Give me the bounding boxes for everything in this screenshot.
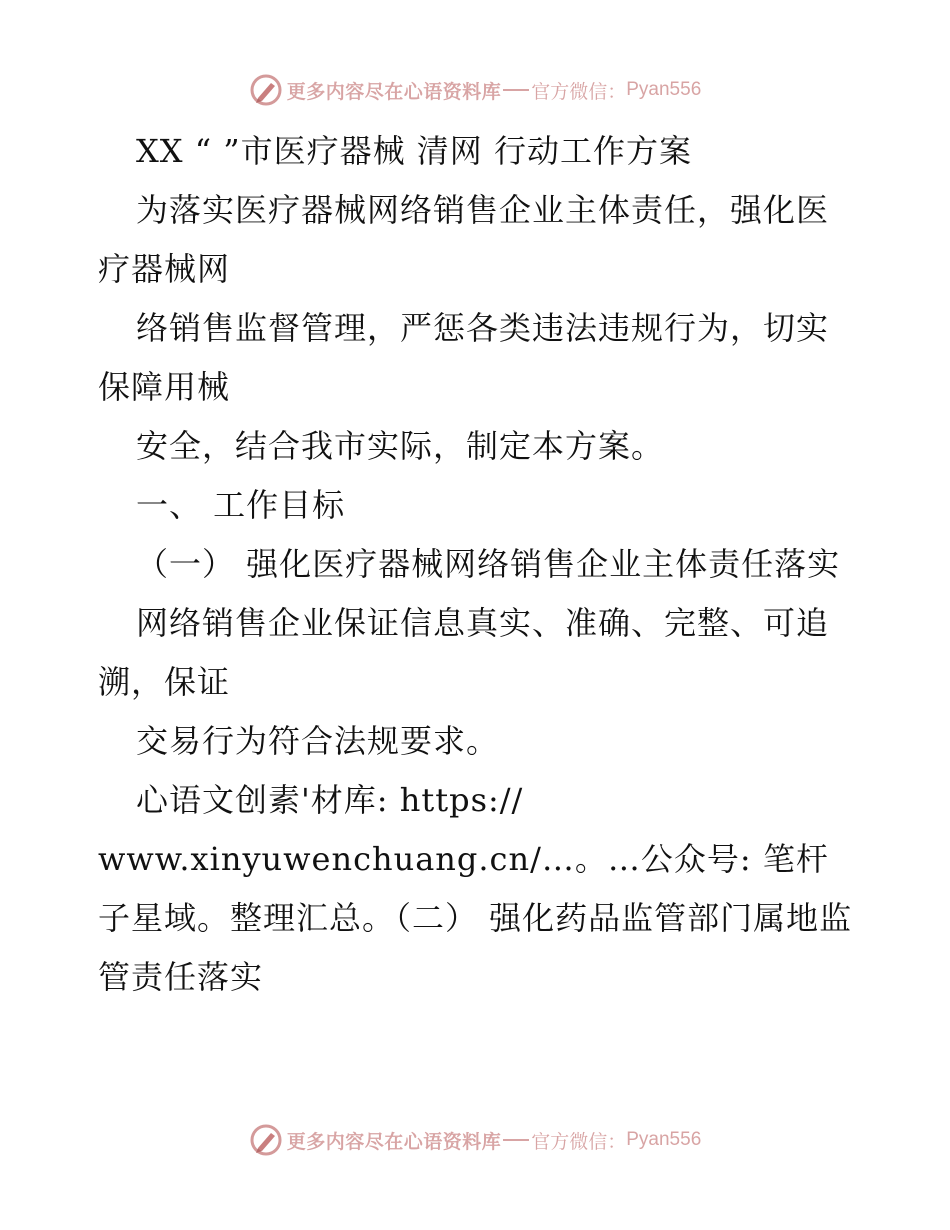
banner-divider: [503, 1139, 529, 1141]
paragraph: 交易行为符合法规要求。: [136, 722, 500, 760]
source-note: 心语文创素'材库: https://: [136, 781, 524, 819]
source-url-paragraph: www.xinyuwenchuang.cn/…。…公众号: 笔杆子星域。整理汇总。（二） 强化药品监管部门属地监管责任落实: [98, 840, 853, 996]
promo-text: 更多内容尽在心语资料库: [286, 1130, 502, 1153]
contact-handle: Pyan556: [626, 79, 702, 100]
document-title: XX “ ”市医疗器械 清网 行动工作方案: [136, 132, 692, 170]
document-body: [98, 122, 858, 1007]
banner-divider: [503, 89, 529, 91]
header-banner: [0, 70, 950, 110]
section-heading: 一、 工作目标: [136, 486, 346, 524]
pen-nib-logo-icon: [249, 1123, 283, 1157]
subsection-heading: （一） 强化医疗器械网络销售企业主体责任落实: [136, 545, 841, 583]
footer-banner: [0, 1120, 950, 1160]
contact-label: 官方微信：: [531, 1130, 627, 1153]
paragraph: 络销售监督管理，严惩各类违法违规行为，切实保障用械: [98, 309, 830, 406]
paragraph: 网络销售企业保证信息真实、准确、完整、可追溯，保证: [98, 604, 830, 701]
paragraph: 安全，结合我市实际，制定本方案。: [136, 427, 665, 465]
promo-text: 更多内容尽在心语资料库: [286, 80, 502, 103]
contact-handle: Pyan556: [626, 1129, 702, 1150]
contact-label: 官方微信：: [531, 80, 627, 103]
paragraph: 为落实医疗器械网络销售企业主体责任，强化医疗器械网: [98, 191, 830, 288]
pen-nib-logo-icon: [249, 73, 283, 107]
